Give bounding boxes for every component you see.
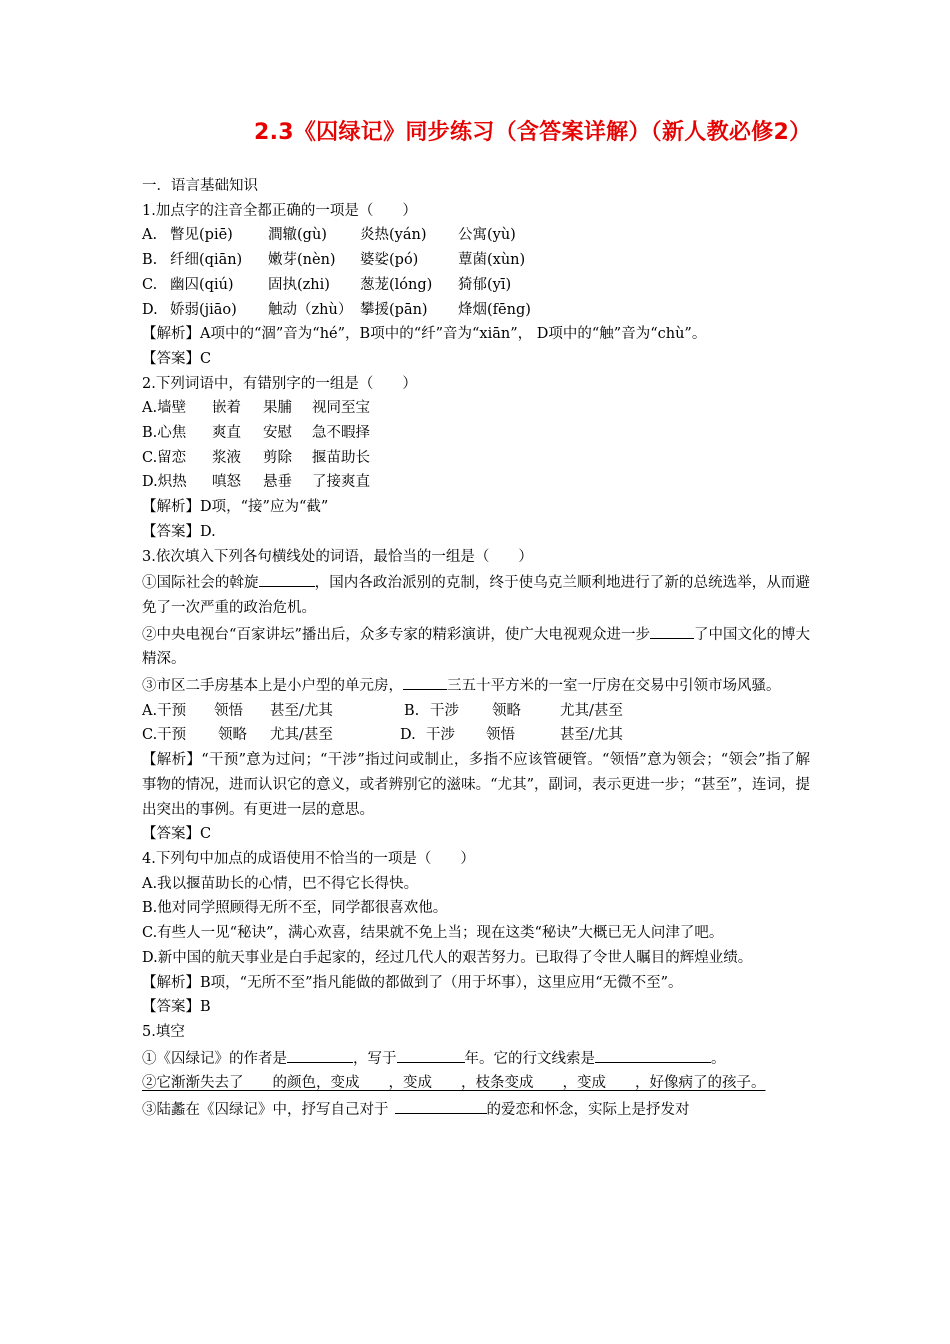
question-1-analysis: 【解析】A项中的“涸”音为“hé”，B项中的“纤”音为“xiān”， D项中的“触”音为“chù”。 bbox=[142, 326, 707, 343]
question-2-option-d bbox=[142, 470, 810, 495]
question-4-analysis: 【解析】B项，“无所不至”指凡能做的都做到了（用于坏事），这里应用“无微不至”。 bbox=[142, 974, 683, 991]
option-item: 猗郁(yī) bbox=[458, 276, 512, 293]
sentence-text: ③市区二手房基本上是小户型的单元房， bbox=[142, 678, 403, 695]
option-item: 安慰 bbox=[263, 425, 292, 442]
option-item: A.墙壁 bbox=[142, 400, 187, 417]
sentence-text: ②中央电视台“百家讲坛”播出后，众多专家的精彩演讲，使广大电视观众进一步 bbox=[142, 626, 650, 643]
question-3-options-ab bbox=[142, 699, 810, 724]
question-4-option-b: B.他对同学照顾得无所不至，同学都很喜欢他。 bbox=[142, 900, 448, 917]
blank-line bbox=[395, 1096, 487, 1114]
document-title: 2.3《囚绿记》同步练习（含答案详解）（新人教必修2） bbox=[254, 120, 812, 145]
option-item: 攀援(pān) bbox=[360, 301, 428, 318]
question-1-option-d bbox=[142, 298, 810, 323]
question-3-analysis: 【解析】“干预”意为过问；“干涉”指过问或制止，多指不应该管硬管。“领悟”意为领会；“领会”指了解事物的情况，进而认识它的意义，或者辨别它的滋味。“尤其”，副词，表示更进一步；“甚至”，连词，提出突出的事例。有更进一层的意思。 bbox=[142, 752, 810, 818]
option-letter: D. bbox=[400, 727, 416, 744]
option-item: D.炽热 bbox=[142, 474, 187, 491]
option-item: 干涉 bbox=[430, 702, 459, 719]
question-4-option-d: D.新中国的航天事业是白手起家的，经过几代人的艰苦努力。已取得了令世人瞩目的辉煌业绩。 bbox=[142, 949, 753, 966]
question-1-option-b bbox=[142, 248, 810, 273]
sentence-text: ①国际社会的斡旋 bbox=[142, 575, 259, 592]
question-1-answer: 【答案】C bbox=[142, 350, 212, 367]
question-5-line-2 bbox=[142, 1071, 810, 1096]
option-item: 嵌着 bbox=[212, 400, 241, 417]
option-item: 爽直 bbox=[212, 425, 241, 442]
question-4-stem: 4.下列句中加点的成语使用不恰当的一项是（ ） bbox=[142, 850, 475, 867]
option-item: 甚至/尤其 bbox=[560, 727, 623, 744]
option-item: 纤细(qiān) bbox=[170, 252, 243, 269]
option-item: 领悟 bbox=[214, 702, 243, 719]
option-item: 尤其/甚至 bbox=[560, 702, 623, 719]
option-item: 视同至宝 bbox=[312, 400, 370, 417]
option-item: 领悟 bbox=[486, 727, 515, 744]
question-2-option-c bbox=[142, 446, 810, 471]
sentence-text: 了中国文化的博大精深。 bbox=[142, 626, 810, 668]
question-5-stem: 5.填空 bbox=[142, 1023, 185, 1040]
option-letter: B. bbox=[404, 702, 420, 719]
option-item: A.干预 bbox=[142, 702, 187, 719]
question-2-answer: 【答案】D. bbox=[142, 523, 216, 540]
blank-line bbox=[650, 621, 694, 639]
option-item: C.干预 bbox=[142, 727, 187, 744]
option-letter: B. bbox=[142, 252, 158, 269]
option-item: 领略 bbox=[492, 702, 521, 719]
question-5-line-3 bbox=[142, 1096, 810, 1123]
option-item: 领略 bbox=[218, 727, 247, 744]
option-letter: D. bbox=[142, 301, 158, 318]
option-letter: C. bbox=[142, 276, 158, 293]
option-item: 固执(zhi) bbox=[268, 276, 330, 293]
fill-text: ③陆蠡在《囚绿记》中，抒写自己对于 bbox=[142, 1102, 389, 1119]
option-item: 蕈菌(xùn) bbox=[458, 252, 526, 269]
question-4-answer: 【答案】B bbox=[142, 999, 211, 1016]
option-item: B.心焦 bbox=[142, 425, 187, 442]
sentence-text: 三五十平方米的一室一厅房在交易中引领市场风骚。 bbox=[447, 678, 781, 695]
question-3-answer: 【答案】C bbox=[142, 826, 212, 843]
question-2-stem: 2.下列词语中，有错别字的一组是（ ） bbox=[142, 375, 417, 392]
fill-text: 年。它的行文线索是 bbox=[464, 1050, 595, 1067]
option-item: 甚至/尤其 bbox=[270, 702, 333, 719]
question-3-sentence-1 bbox=[142, 569, 810, 620]
option-item: 悬垂 bbox=[263, 474, 292, 491]
question-1-stem: 1.加点字的注音全都正确的一项是（ ） bbox=[142, 202, 417, 219]
question-1-option-c bbox=[142, 273, 810, 298]
fill-text: ，写于 bbox=[353, 1050, 397, 1067]
option-item: 炎热(yán) bbox=[360, 227, 427, 244]
question-2-option-a bbox=[142, 396, 810, 421]
option-item: 烽烟(fēng) bbox=[458, 301, 531, 318]
question-3-stem: 3.依次填入下列各句横线处的词语，最恰当的一组是（ ） bbox=[142, 548, 533, 565]
question-3-options-cd bbox=[142, 723, 810, 748]
fill-text: ②它渐渐失去了 的颜色，变成 ，变成 ，枝条变成 ，变成 ，好像病了的孩子。 bbox=[142, 1075, 766, 1092]
option-item: 了接爽直 bbox=[312, 474, 370, 491]
question-2-analysis: 【解析】D项，“接”应为“截” bbox=[142, 499, 329, 516]
question-3-sentence-3 bbox=[142, 672, 810, 699]
blank-line bbox=[259, 569, 315, 587]
blank-line bbox=[397, 1045, 465, 1063]
fill-text: ①《囚绿记》的作者是 bbox=[142, 1050, 287, 1067]
question-1-option-a bbox=[142, 223, 810, 248]
option-item: 嫩芽(nèn) bbox=[268, 252, 336, 269]
question-2-option-b bbox=[142, 421, 810, 446]
option-item: 幽囚(qiú) bbox=[170, 276, 234, 293]
fill-text: 的爱恋和怀念，实际上是抒发对 bbox=[486, 1102, 690, 1119]
blank-line bbox=[403, 672, 447, 690]
option-item: 触动（zhù） bbox=[268, 301, 353, 318]
option-item: 瞥见(piē) bbox=[170, 227, 233, 244]
option-item: 揠苗助长 bbox=[312, 449, 370, 466]
question-4-option-c: C.有些人一见“秘诀”，满心欢喜，结果就不免上当；现在这类“秘诀”大概已无人问津了吧。 bbox=[142, 925, 724, 942]
question-5-line-1 bbox=[142, 1045, 810, 1072]
question-4-option-a: A.我以揠苗助长的心情，巴不得它长得快。 bbox=[142, 875, 419, 892]
option-letter: A. bbox=[142, 227, 158, 244]
option-item: C.留恋 bbox=[142, 449, 187, 466]
option-item: 急不暇择 bbox=[312, 425, 370, 442]
fill-text: 。 bbox=[711, 1050, 726, 1067]
option-item: 澗辙(gù) bbox=[268, 227, 327, 244]
blank-line bbox=[287, 1045, 353, 1063]
option-item: 干涉 bbox=[426, 727, 455, 744]
option-item: 婆娑(pó) bbox=[360, 252, 419, 269]
section-heading: 一．语言基础知识 bbox=[142, 178, 258, 194]
option-item: 剪除 bbox=[263, 449, 292, 466]
option-item: 嗔怒 bbox=[212, 474, 241, 491]
option-item: 娇弱(jiāo) bbox=[170, 301, 237, 318]
option-item: 葱茏(lóng) bbox=[360, 276, 433, 293]
question-3-sentence-2 bbox=[142, 621, 810, 672]
option-item: 浆液 bbox=[212, 449, 241, 466]
option-item: 公寓(yù) bbox=[458, 227, 516, 244]
option-item: 果脯 bbox=[263, 400, 292, 417]
option-item: 尤其/甚至 bbox=[270, 727, 333, 744]
sentence-text: ，国内各政治派别的克制，终于使乌克兰顺利地进行了新的总统选举，从而避免了一次严重的政治危机。 bbox=[142, 575, 811, 616]
document-body bbox=[142, 174, 810, 1123]
blank-line bbox=[595, 1045, 711, 1063]
